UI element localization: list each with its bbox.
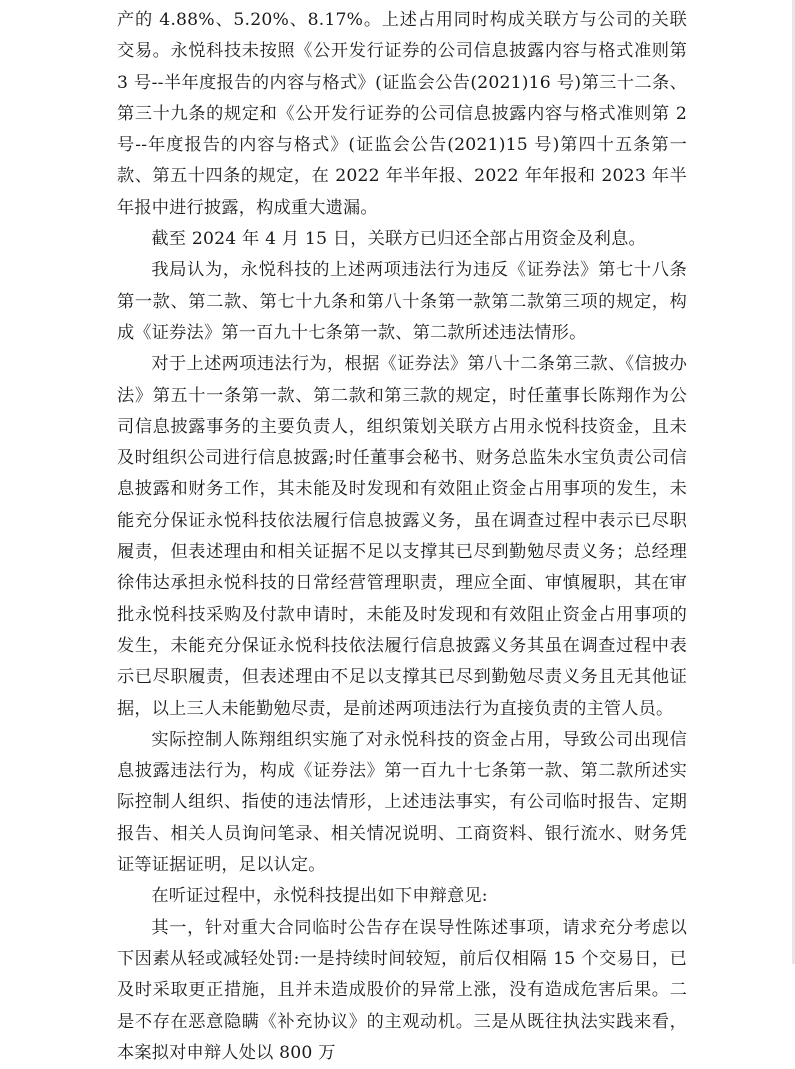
paragraph-responsible-persons: 对于上述两项违法行为，根据《证券法》第八十二条第三款、《信披办法》第五十一条第一款、第二款和第三款的规定，时任董事长陈翔作为公司信息披露事务的主要负责人，组织策划关联方占用永悦科技资金，且未及时组织公司进行信息披露;时任董事会秘书、财务总监朱水宝负责公司信息披露和财务工作，其未能及时发现和有效阻止资金占用事项的发生，未能充分保证永悦科技依法履行信息披露义务，虽在调查过程中表示已尽职履责，但表述理由和相关证据不足以支撑其已尽到勤勉尽责义务；总经理徐伟达承担永悦科技的日常经营管理职责，理应全面、审慎履职，其在审批永悦科技采购及付款申请时，未能及时发现和有效阻止资金占用事项的发生，未能充分保证永悦科技依法履行信息披露义务其虽在调查过程中表示已尽职履责，但表述理由不足以支撑其已尽到勤勉尽责义务且无其他证据，以上三人未能勤勉尽责，是前述两项违法行为直接负责的主管人员。 xyxy=(117,354,687,719)
paragraph-hearing-intro: 在听证过程中，永悦科技提出如下申辩意见: xyxy=(151,886,488,907)
paragraph-repayment: 截至 2024 年 4 月 15 日，关联方已归还全部占用资金及利息。 xyxy=(151,229,646,250)
paragraph-disclosure-omission: 产的 4.88%、5.20%、8.17%。上述占用同时构成关联方与公司的关联交易。永悦科技未按照《公开发行证券的公司信息披露内容与格式准则第 3 号--半年度报告的内容与格式》(证监会公告(2021)16 号)第三十二条、第三十九条的规定和《公开发行证券的公司信息披露内容与格式准则第 2 号--年度报告的内容与格式》(证监会公告(2021)15 号)第四十五条第一款、第五十四条的规定，在 2022 年半年报、2022 年年报和 2023 年半年报中进行披露，构成重大遗漏。 xyxy=(117,10,687,218)
document-body xyxy=(117,5,687,1069)
paragraph-actual-controller: 实际控制人陈翔组织实施了对永悦科技的资金占用，导致公司出现信息披露违法行为，构成《证券法》第一百九十七条第一款、第二款所述实际控制人组织、指使的违法情形，上述违法事实，有公司临时报告、定期报告、相关人员询问笔录、相关情况说明、工商资料、银行流水、财务凭证等证据证明，足以认定。 xyxy=(117,729,687,876)
paragraph-defense-point-one: 其一，针对重大合同临时公告存在误导性陈述事项，请求充分考虑以下因素从轻或减轻处罚:一是持续时间较短，前后仅相隔 15 个交易日，已及时采取更正措施，且并未造成股价的异常上涨，没有造成危害后果。二是不存在恶意隐瞒《补充协议》的主观动机。三是从既往执法实践来看，本案拟对申辩人处以 800 万 xyxy=(117,917,687,1063)
paragraph-violation-finding: 我局认为，永悦科技的上述两项违法行为违反《证券法》第七十八条第一款、第二款、第七十九条和第八十条第一款第二款第三项的规定，构成《证券法》第一百九十七条第一款、第二款所述违法情形。 xyxy=(117,260,687,343)
